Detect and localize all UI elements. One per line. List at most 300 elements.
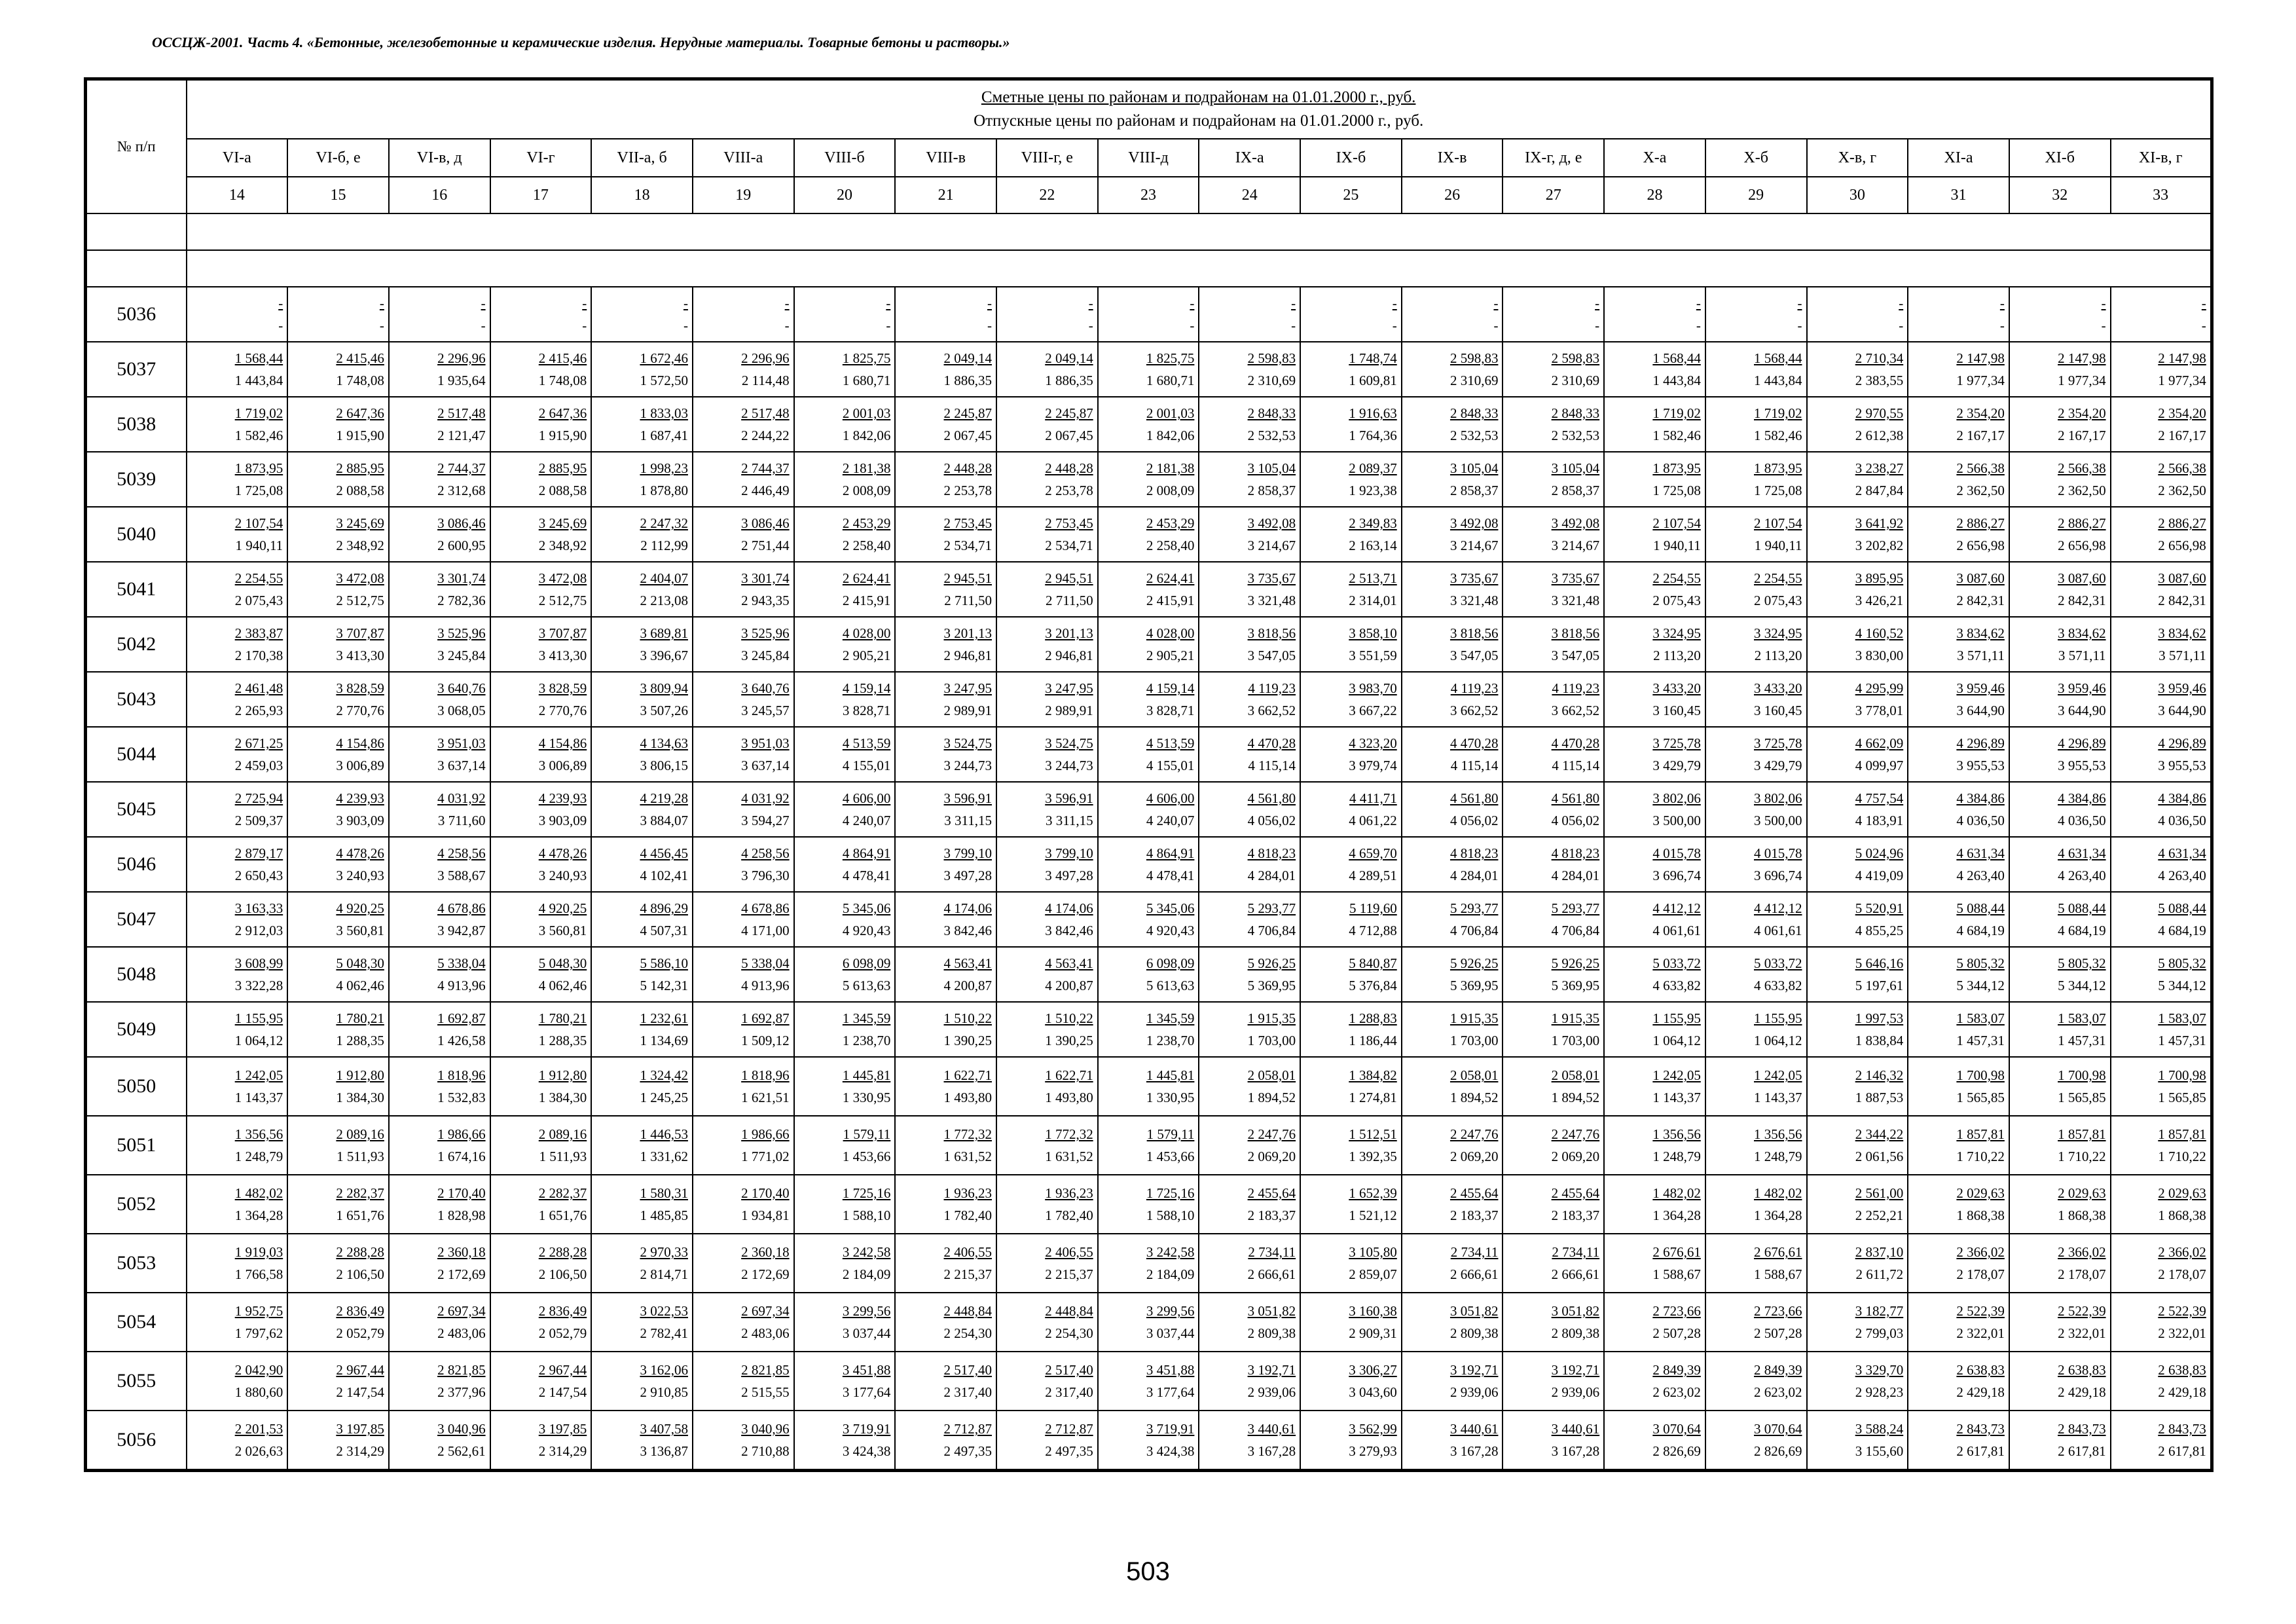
selling-price: 1 511,93 xyxy=(337,1149,384,1164)
blank-span-cell xyxy=(187,250,2212,287)
price-cell xyxy=(2111,1352,2212,1411)
selling-price: 1 621,51 xyxy=(741,1090,790,1105)
selling-price: - xyxy=(1190,318,1195,333)
selling-price: 3 413,30 xyxy=(538,648,587,663)
estimate-price: 1 780,21 xyxy=(336,1010,384,1026)
selling-price: 1 703,00 xyxy=(1247,1033,1296,1048)
selling-price: 1 842,06 xyxy=(1146,428,1195,443)
estimate-price: 1 915,35 xyxy=(1449,1010,1499,1026)
price-cell xyxy=(1705,342,1807,397)
table-row xyxy=(86,287,2212,342)
price-cell xyxy=(389,727,490,782)
estimate-price: 2 288,28 xyxy=(538,1244,587,1260)
selling-price: 1 288,35 xyxy=(336,1033,384,1048)
price-cell xyxy=(1503,617,1604,672)
price-cell xyxy=(2111,452,2212,507)
price-cell xyxy=(1199,1293,1300,1352)
selling-price: 2 429,18 xyxy=(2058,1384,2106,1400)
selling-price: 3 842,46 xyxy=(943,923,992,938)
price-cell xyxy=(693,397,794,452)
column-number: 31 xyxy=(1908,177,2009,213)
price-cell xyxy=(1503,452,1604,507)
selling-price: 3 547,05 xyxy=(1247,648,1296,663)
price-cell xyxy=(895,727,996,782)
price-cell xyxy=(287,507,389,562)
price-cell xyxy=(1503,782,1604,837)
price-cell xyxy=(1705,727,1807,782)
selling-price: 1 725,08 xyxy=(1652,483,1701,498)
estimate-price: 5 338,04 xyxy=(437,955,486,971)
selling-price: 4 284,01 xyxy=(1449,868,1499,883)
estimate-price: 3 818,56 xyxy=(1449,625,1499,641)
selling-price: 4 706,84 xyxy=(1551,923,1600,938)
estimate-price: 2 848,33 xyxy=(1247,405,1296,421)
item-code: 5036 xyxy=(86,287,187,342)
estimate-price: 2 366,02 xyxy=(2058,1244,2106,1260)
estimate-price: 2 247,76 xyxy=(1247,1126,1296,1142)
selling-price: 1 886,35 xyxy=(943,373,992,388)
estimate-price: 3 951,03 xyxy=(437,735,486,751)
estimate-price: 2 879,17 xyxy=(234,845,283,861)
estimate-price: 1 579,11 xyxy=(1146,1126,1195,1142)
price-cell xyxy=(996,1352,1098,1411)
estimate-price: 1 725,16 xyxy=(1146,1185,1195,1201)
price-cell xyxy=(1300,837,1402,892)
estimate-price: 1 356,56 xyxy=(1652,1126,1701,1142)
table-row xyxy=(86,452,2212,507)
selling-price: 2 809,38 xyxy=(1551,1325,1600,1341)
item-code: 5041 xyxy=(86,562,187,617)
estimate-price: 3 735,67 xyxy=(1247,570,1296,586)
estimate-price: 1 232,61 xyxy=(640,1010,688,1026)
district-header: X-б xyxy=(1705,139,1807,177)
selling-price: 1 588,10 xyxy=(842,1208,891,1223)
price-cell xyxy=(287,452,389,507)
price-cell xyxy=(389,562,490,617)
estimate-price: 4 154,86 xyxy=(538,735,587,751)
estimate-price: 2 624,41 xyxy=(842,570,891,586)
column-number: 28 xyxy=(1604,177,1705,213)
estimate-price: 3 858,10 xyxy=(1349,625,1397,641)
selling-price: 3 429,79 xyxy=(1754,758,1802,773)
estimate-price: 1 568,44 xyxy=(1652,350,1701,366)
selling-price: 5 197,61 xyxy=(1855,978,1904,993)
price-cell xyxy=(895,452,996,507)
estimate-price: 2 453,29 xyxy=(1146,515,1195,531)
estimate-price: 2 744,37 xyxy=(437,460,486,476)
selling-price: 4 115,14 xyxy=(1248,758,1296,773)
selling-price: 4 171,00 xyxy=(741,923,790,938)
price-cell xyxy=(187,617,288,672)
selling-price: 2 562,61 xyxy=(437,1443,486,1459)
selling-price: 4 036,50 xyxy=(2158,813,2206,828)
price-cell xyxy=(1503,837,1604,892)
estimate-price: 3 983,70 xyxy=(1349,680,1397,696)
selling-price: 3 177,64 xyxy=(842,1384,891,1400)
estimate-price: - xyxy=(1696,295,1701,311)
price-cell xyxy=(996,892,1098,947)
district-header: XI-б xyxy=(2009,139,2111,177)
estimate-price: 2 058,01 xyxy=(1551,1067,1600,1083)
selling-price: 2 826,69 xyxy=(1652,1443,1701,1459)
price-cell xyxy=(693,1116,794,1175)
price-cell xyxy=(1098,782,1199,837)
selling-price: 1 782,40 xyxy=(943,1208,992,1223)
estimate-price: 1 873,95 xyxy=(1652,460,1701,476)
selling-price: 4 263,40 xyxy=(1956,868,2005,883)
price-cell xyxy=(490,1234,592,1293)
selling-price: 1 940,11 xyxy=(1754,538,1802,553)
price-cell xyxy=(2111,837,2212,892)
table-row xyxy=(86,1057,2212,1116)
estimate-price: 2 247,76 xyxy=(1551,1126,1600,1142)
estimate-price: 5 048,30 xyxy=(336,955,384,971)
estimate-price: 3 707,87 xyxy=(336,625,384,641)
selling-price: 1 143,37 xyxy=(1652,1090,1701,1105)
selling-price: 4 478,41 xyxy=(842,868,891,883)
estimate-price: 2 383,87 xyxy=(234,625,283,641)
estimate-price: 3 192,71 xyxy=(1247,1362,1296,1378)
price-cell xyxy=(1402,342,1503,397)
item-code: 5037 xyxy=(86,342,187,397)
selling-price: 2 254,30 xyxy=(943,1325,992,1341)
estimate-price: 2 107,54 xyxy=(234,515,283,531)
estimate-price: 3 433,20 xyxy=(1754,680,1802,696)
estimate-price: 2 885,95 xyxy=(336,460,384,476)
price-cell xyxy=(895,1352,996,1411)
price-cell xyxy=(490,727,592,782)
price-cell xyxy=(490,1002,592,1057)
price-cell xyxy=(1300,1234,1402,1293)
selling-price: 2 172,69 xyxy=(437,1266,486,1282)
estimate-price: 1 242,05 xyxy=(1754,1067,1802,1083)
selling-price: 3 006,89 xyxy=(336,758,384,773)
price-cell xyxy=(895,507,996,562)
table-row xyxy=(86,1002,2212,1057)
price-cell xyxy=(389,782,490,837)
selling-price: 1 748,08 xyxy=(336,373,384,388)
selling-price: 2 114,48 xyxy=(741,373,790,388)
selling-price: 2 314,29 xyxy=(336,1443,384,1459)
estimate-price: 3 596,91 xyxy=(943,790,992,806)
row-number-header: № п/п xyxy=(86,79,187,214)
selling-price: 2 939,06 xyxy=(1449,1384,1499,1400)
estimate-price: 4 412,12 xyxy=(1754,900,1802,916)
estimate-price: 4 160,52 xyxy=(1855,625,1904,641)
price-cell xyxy=(996,397,1098,452)
price-cell xyxy=(996,1175,1098,1234)
selling-price: 1 680,71 xyxy=(1146,373,1195,388)
price-cell xyxy=(287,1411,389,1471)
price-cell xyxy=(1199,672,1300,727)
selling-price: - xyxy=(1291,318,1296,333)
price-cell xyxy=(389,672,490,727)
estimate-price: 2 647,36 xyxy=(336,405,384,421)
price-cell xyxy=(1098,1234,1199,1293)
price-table xyxy=(84,77,2214,1472)
price-cell xyxy=(1098,1293,1199,1352)
estimate-price: 2 147,98 xyxy=(2058,350,2106,366)
selling-price: - xyxy=(379,318,384,333)
selling-price: 1 143,37 xyxy=(1754,1090,1802,1105)
selling-price: 2 069,20 xyxy=(1551,1149,1600,1164)
selling-price: 1 764,36 xyxy=(1349,428,1397,443)
price-cell xyxy=(2111,727,2212,782)
item-code: 5049 xyxy=(86,1002,187,1057)
estimate-price: 1 986,66 xyxy=(437,1126,486,1142)
selling-price: 1 064,12 xyxy=(234,1033,283,1048)
selling-price: 3 167,28 xyxy=(1449,1443,1499,1459)
estimate-price: 4 015,78 xyxy=(1754,845,1802,861)
estimate-price: 1 510,22 xyxy=(943,1010,992,1026)
table-row xyxy=(86,837,2212,892)
selling-price: 2 362,50 xyxy=(2058,483,2106,498)
estimate-price: 2 455,64 xyxy=(1551,1185,1600,1201)
estimate-price: 1 356,56 xyxy=(1754,1126,1802,1142)
price-cell xyxy=(794,892,896,947)
selling-price: 1 565,85 xyxy=(2158,1090,2206,1105)
price-cell xyxy=(2009,1175,2111,1234)
price-cell xyxy=(187,892,288,947)
selling-price: 1 842,06 xyxy=(842,428,891,443)
estimate-price: 4 478,26 xyxy=(538,845,587,861)
price-cell xyxy=(490,1293,592,1352)
price-cell xyxy=(1300,1175,1402,1234)
price-cell xyxy=(2111,342,2212,397)
selling-price: 2 512,75 xyxy=(538,593,587,608)
estimate-price: 2 296,96 xyxy=(741,350,790,366)
selling-price: 2 147,54 xyxy=(336,1384,384,1400)
selling-price: 1 134,69 xyxy=(640,1033,688,1048)
price-cell xyxy=(996,1057,1098,1116)
estimate-price: 2 843,73 xyxy=(1956,1421,2005,1437)
estimate-price: 3 689,81 xyxy=(640,625,688,641)
price-cell xyxy=(1098,452,1199,507)
district-header: VI-а xyxy=(187,139,288,177)
district-header: VI-г xyxy=(490,139,592,177)
price-cell xyxy=(490,397,592,452)
estimate-price: 5 805,32 xyxy=(2158,955,2206,971)
estimate-price: - xyxy=(278,295,283,311)
estimate-price: 2 566,38 xyxy=(2158,460,2206,476)
estimate-price: 1 242,05 xyxy=(234,1067,283,1083)
price-cell xyxy=(2009,1293,2111,1352)
price-cell xyxy=(1908,342,2009,397)
selling-price: 1 934,81 xyxy=(741,1208,790,1223)
price-cell xyxy=(591,1116,693,1175)
price-cell xyxy=(389,397,490,452)
selling-price: 3 667,22 xyxy=(1349,703,1397,718)
price-cell xyxy=(996,507,1098,562)
selling-price: 2 656,98 xyxy=(1956,538,2005,553)
estimate-price: 1 345,59 xyxy=(842,1010,891,1026)
price-cell xyxy=(287,672,389,727)
price-cell xyxy=(187,287,288,342)
selling-price: 2 069,20 xyxy=(1449,1149,1499,1164)
price-cell xyxy=(2009,1234,2111,1293)
selling-price: 1 384,30 xyxy=(336,1090,384,1105)
selling-price: 2 106,50 xyxy=(336,1266,384,1282)
estimate-price: 3 162,06 xyxy=(640,1362,688,1378)
column-number: 15 xyxy=(287,177,389,213)
selling-price: 3 068,05 xyxy=(437,703,486,718)
price-cell xyxy=(895,617,996,672)
selling-price: 3 979,74 xyxy=(1349,758,1397,773)
estimate-price: 2 967,44 xyxy=(538,1362,587,1378)
selling-price: 1 748,08 xyxy=(538,373,587,388)
estimate-price: 4 159,14 xyxy=(842,680,891,696)
price-cell xyxy=(389,1116,490,1175)
estimate-price: 2 970,55 xyxy=(1855,405,1904,421)
selling-price: 4 200,87 xyxy=(1045,978,1093,993)
price-cell xyxy=(1402,1352,1503,1411)
selling-price: 3 396,67 xyxy=(640,648,688,663)
selling-price: 5 613,63 xyxy=(842,978,891,993)
estimate-price: 3 834,62 xyxy=(1956,625,2005,641)
estimate-price: 2 448,84 xyxy=(1045,1303,1093,1319)
price-cell xyxy=(996,1411,1098,1471)
price-cell xyxy=(389,342,490,397)
price-cell xyxy=(490,1411,592,1471)
price-cell xyxy=(1908,1411,2009,1471)
price-cell xyxy=(794,287,896,342)
estimate-price: 4 513,59 xyxy=(1146,735,1195,751)
selling-price: 1 390,25 xyxy=(943,1033,992,1048)
table-row xyxy=(86,1116,2212,1175)
price-cell xyxy=(1300,1057,1402,1116)
selling-price: - xyxy=(784,318,790,333)
price-cell xyxy=(895,1116,996,1175)
estimate-price: - xyxy=(1899,295,1904,311)
price-cell xyxy=(794,727,896,782)
price-cell xyxy=(1199,837,1300,892)
selling-price: 1 493,80 xyxy=(943,1090,992,1105)
price-cell xyxy=(389,1175,490,1234)
selling-price: 3 037,44 xyxy=(1146,1325,1195,1341)
estimate-price: 2 886,27 xyxy=(1956,515,2005,531)
price-cell xyxy=(1199,1057,1300,1116)
price-cell xyxy=(287,947,389,1002)
estimate-price: 3 608,99 xyxy=(234,955,283,971)
selling-price: 1 443,84 xyxy=(234,373,283,388)
selling-price: 2 534,71 xyxy=(943,538,992,553)
estimate-price: 2 837,10 xyxy=(1855,1244,1904,1260)
price-cell xyxy=(1807,287,1908,342)
selling-price: 2 939,06 xyxy=(1551,1384,1600,1400)
price-cell xyxy=(1807,1411,1908,1471)
price-cell xyxy=(1402,1002,1503,1057)
price-cell xyxy=(1604,782,1705,837)
selling-price: 3 942,87 xyxy=(437,923,486,938)
price-cell xyxy=(1300,507,1402,562)
price-cell xyxy=(1705,837,1807,892)
estimate-price: 2 566,38 xyxy=(2058,460,2106,476)
estimate-price: 2 406,55 xyxy=(943,1244,992,1260)
price-cell xyxy=(693,342,794,397)
selling-price: 3 500,00 xyxy=(1754,813,1802,828)
price-cell xyxy=(187,342,288,397)
selling-price: 3 214,67 xyxy=(1247,538,1296,553)
column-number: 26 xyxy=(1402,177,1503,213)
price-cell xyxy=(1604,1116,1705,1175)
estimate-price: 2 836,49 xyxy=(336,1303,384,1319)
selling-price: 3 662,52 xyxy=(1551,703,1600,718)
selling-price: 3 637,14 xyxy=(437,758,486,773)
estimate-price: - xyxy=(1190,295,1195,311)
selling-price: 2 113,20 xyxy=(1754,648,1802,663)
price-cell xyxy=(1098,727,1199,782)
selling-price: 1 288,35 xyxy=(538,1033,587,1048)
estimate-price: 4 757,54 xyxy=(1855,790,1904,806)
price-cell xyxy=(287,1057,389,1116)
selling-price: 3 571,11 xyxy=(2058,648,2106,663)
selling-price: 3 240,93 xyxy=(538,868,587,883)
price-cell xyxy=(1807,1293,1908,1352)
estimate-price: 4 513,59 xyxy=(842,735,891,751)
selling-price: 1 609,81 xyxy=(1349,373,1397,388)
price-cell xyxy=(1705,947,1807,1002)
price-cell xyxy=(2009,782,2111,837)
selling-price: 2 842,31 xyxy=(2058,593,2106,608)
price-cell xyxy=(1908,837,2009,892)
price-cell xyxy=(187,1411,288,1471)
price-cell xyxy=(1908,397,2009,452)
price-cell xyxy=(1604,1293,1705,1352)
price-cell xyxy=(490,1175,592,1234)
estimate-price: 4 323,20 xyxy=(1349,735,1397,751)
price-cell xyxy=(591,1352,693,1411)
selling-price: 2 052,79 xyxy=(538,1325,587,1341)
price-cell xyxy=(1503,727,1604,782)
price-cell xyxy=(996,672,1098,727)
estimate-price: 4 470,28 xyxy=(1551,735,1600,751)
estimate-price: 3 070,64 xyxy=(1652,1421,1701,1437)
blank-cell xyxy=(86,250,187,287)
selling-price: 3 321,48 xyxy=(1247,593,1296,608)
price-cell xyxy=(389,1002,490,1057)
selling-price: 1 838,84 xyxy=(1855,1033,1904,1048)
price-cell xyxy=(591,397,693,452)
estimate-price: 2 843,73 xyxy=(2158,1421,2206,1437)
price-cell xyxy=(1807,397,1908,452)
estimate-price: 4 678,86 xyxy=(437,900,486,916)
estimate-price: 4 470,28 xyxy=(1449,735,1499,751)
item-code: 5054 xyxy=(86,1293,187,1352)
selling-price: 2 623,02 xyxy=(1754,1384,1802,1400)
selling-price: 4 684,19 xyxy=(1956,923,2005,938)
price-cell xyxy=(1908,507,2009,562)
selling-price: 5 369,95 xyxy=(1247,978,1296,993)
price-cell xyxy=(1604,1175,1705,1234)
estimate-price: 2 049,14 xyxy=(1045,350,1093,366)
selling-price: - xyxy=(987,318,992,333)
selling-price: 3 955,53 xyxy=(2058,758,2106,773)
selling-price: 2 184,09 xyxy=(842,1266,891,1282)
estimate-price: 3 105,04 xyxy=(1247,460,1296,476)
estimate-price: 3 245,69 xyxy=(336,515,384,531)
selling-price: 2 067,45 xyxy=(943,428,992,443)
estimate-price: 6 098,09 xyxy=(1146,955,1195,971)
estimate-price: 4 296,89 xyxy=(1956,735,2005,751)
price-cell xyxy=(1199,507,1300,562)
item-code: 5053 xyxy=(86,1234,187,1293)
estimate-price: 5 586,10 xyxy=(640,955,688,971)
selling-price: 2 534,71 xyxy=(1045,538,1093,553)
price-cell xyxy=(389,892,490,947)
estimate-price: 4 159,14 xyxy=(1146,680,1195,696)
price-cell xyxy=(287,1234,389,1293)
price-cell xyxy=(996,947,1098,1002)
